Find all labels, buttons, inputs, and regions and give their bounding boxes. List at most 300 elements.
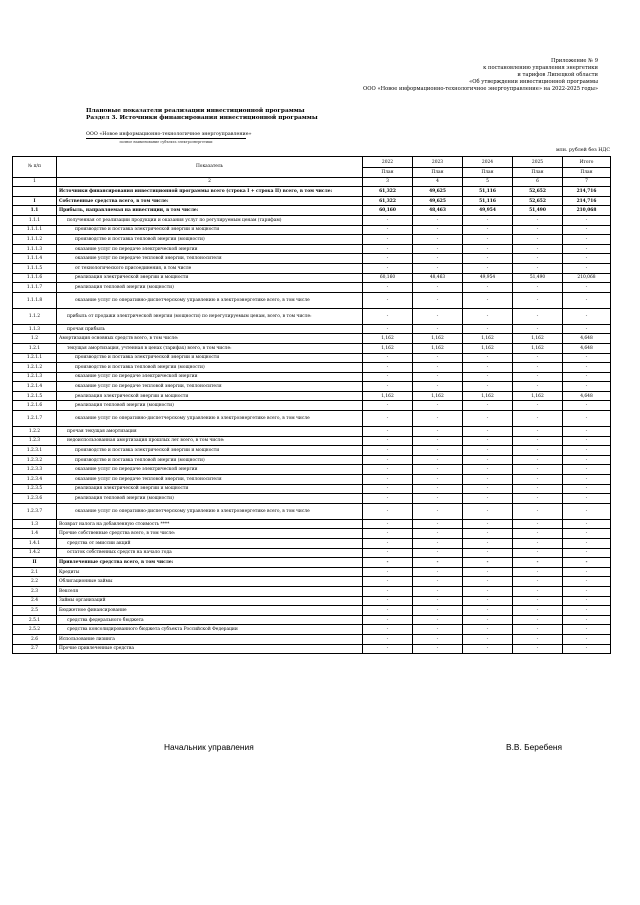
row-code: 1.1.1.1 bbox=[13, 225, 57, 235]
row-year-value: - bbox=[513, 324, 563, 334]
row-year-value: - bbox=[363, 615, 413, 625]
row-code: 1.4.1 bbox=[13, 539, 57, 549]
row-year-value: - bbox=[463, 427, 513, 437]
row-year-value: 49,954 bbox=[463, 273, 513, 283]
row-year-value: - bbox=[363, 382, 413, 392]
row-year-value: 1,162 bbox=[513, 343, 563, 353]
row-year-value: - bbox=[413, 567, 463, 577]
table-row bbox=[13, 391, 611, 401]
row-total-value: - bbox=[563, 324, 611, 334]
row-year-value: 1,162 bbox=[513, 391, 563, 401]
row-year-value: - bbox=[513, 494, 563, 504]
row-year-value: - bbox=[513, 353, 563, 363]
row-year-value: - bbox=[363, 401, 413, 411]
table-row bbox=[13, 644, 611, 654]
table-row bbox=[13, 363, 611, 373]
row-year-value: - bbox=[363, 363, 413, 373]
row-year-value: - bbox=[463, 401, 513, 411]
row-total-value: - bbox=[563, 455, 611, 465]
table-row bbox=[13, 548, 611, 558]
table-row bbox=[13, 577, 611, 587]
row-year-value: - bbox=[463, 363, 513, 373]
row-label: полученная от реализации продукции и оказания услуг по регулируемым ценам (тарифам) bbox=[57, 215, 363, 225]
row-year-value: - bbox=[513, 372, 563, 382]
row-year-value: - bbox=[463, 558, 513, 568]
row-year-value: - bbox=[463, 596, 513, 606]
row-label: Привлеченные средства всего, в том числе: bbox=[57, 558, 363, 568]
header-cell-indicator: Показатель bbox=[57, 157, 363, 178]
row-year-value: - bbox=[513, 558, 563, 568]
row-label: Возврат налога на добавленную стоимость **** bbox=[57, 519, 363, 529]
row-year-value: - bbox=[463, 283, 513, 293]
row-code: II bbox=[13, 558, 57, 568]
row-year-value: - bbox=[463, 567, 513, 577]
row-year-value: - bbox=[413, 401, 463, 411]
row-total-value: 214,716 bbox=[563, 187, 611, 197]
table-row bbox=[13, 254, 611, 264]
table-row bbox=[13, 475, 611, 485]
row-year-value: - bbox=[413, 363, 463, 373]
table-row bbox=[13, 596, 611, 606]
header-cell-year: 2024 bbox=[463, 157, 513, 168]
row-label: Бюджетное финансирование bbox=[57, 606, 363, 616]
table-row bbox=[13, 567, 611, 577]
row-total-value: - bbox=[563, 411, 611, 427]
row-code: 1.1.2 bbox=[13, 308, 57, 324]
row-code: 2.5 bbox=[13, 606, 57, 616]
column-number: 1 bbox=[13, 177, 57, 187]
row-code: 1.1 bbox=[13, 206, 57, 216]
row-total-value: - bbox=[563, 215, 611, 225]
row-year-value: - bbox=[413, 519, 463, 529]
row-label: средства консолидированного бюджета субъекта Российской Федерации bbox=[57, 625, 363, 635]
row-code: 1.2.3.5 bbox=[13, 484, 57, 494]
row-year-value: 51,116 bbox=[463, 196, 513, 206]
row-year-value: - bbox=[413, 529, 463, 539]
row-total-value: - bbox=[563, 558, 611, 568]
row-total-value: - bbox=[563, 503, 611, 519]
row-year-value: - bbox=[363, 283, 413, 293]
table-row bbox=[13, 343, 611, 353]
row-year-value: - bbox=[513, 436, 563, 446]
row-year-value: - bbox=[363, 353, 413, 363]
table-row bbox=[13, 529, 611, 539]
row-label: реализация электрической энергии и мощности bbox=[57, 391, 363, 401]
appendix-line: к постановлению управления энергетики bbox=[483, 65, 598, 71]
row-total-value: - bbox=[563, 363, 611, 373]
row-year-value: - bbox=[463, 436, 513, 446]
row-year-value: - bbox=[463, 484, 513, 494]
row-label: Собственные средства всего, в том числе: bbox=[57, 196, 363, 206]
row-year-value: 1,162 bbox=[363, 391, 413, 401]
row-year-value: - bbox=[363, 446, 413, 456]
row-code: 1.1.1.8 bbox=[13, 292, 57, 308]
table-row bbox=[13, 324, 611, 334]
row-year-value: - bbox=[413, 644, 463, 654]
row-label: оказание услуг по передаче электрической энергии bbox=[57, 244, 363, 254]
row-year-value: - bbox=[363, 254, 413, 264]
row-label: производство и поставка электрической энергии и мощности bbox=[57, 446, 363, 456]
row-year-value: - bbox=[463, 634, 513, 644]
row-year-value: - bbox=[363, 634, 413, 644]
row-label: средства от эмиссии акций bbox=[57, 539, 363, 549]
column-number: 2 bbox=[57, 177, 363, 187]
row-year-value: - bbox=[413, 254, 463, 264]
row-year-value: - bbox=[513, 644, 563, 654]
row-year-value: - bbox=[413, 372, 463, 382]
row-year-value: - bbox=[363, 503, 413, 519]
row-year-value: 48,463 bbox=[413, 273, 463, 283]
row-year-value: - bbox=[363, 484, 413, 494]
row-total-value: 210,068 bbox=[563, 206, 611, 216]
row-total-value: - bbox=[563, 606, 611, 616]
row-year-value: - bbox=[363, 644, 413, 654]
row-year-value: - bbox=[513, 455, 563, 465]
row-label: производство и поставка тепловой энергии (мощности) bbox=[57, 455, 363, 465]
row-year-value: - bbox=[513, 382, 563, 392]
row-total-value: - bbox=[563, 244, 611, 254]
row-year-value: - bbox=[413, 446, 463, 456]
row-year-value: - bbox=[513, 308, 563, 324]
row-year-value: - bbox=[363, 372, 413, 382]
column-number: 3 bbox=[363, 177, 413, 187]
row-label: оказание услуг по передаче тепловой энергии, теплоносителя bbox=[57, 254, 363, 264]
row-year-value: - bbox=[363, 465, 413, 475]
row-year-value: - bbox=[363, 494, 413, 504]
table-row bbox=[13, 455, 611, 465]
table-row bbox=[13, 494, 611, 504]
row-year-value: - bbox=[363, 324, 413, 334]
column-number: 4 bbox=[413, 177, 463, 187]
row-code: 1.2.3.3 bbox=[13, 465, 57, 475]
row-code: 2.6 bbox=[13, 634, 57, 644]
row-year-value: - bbox=[413, 494, 463, 504]
row-year-value: - bbox=[513, 606, 563, 616]
row-year-value: - bbox=[413, 324, 463, 334]
row-total-value: - bbox=[563, 625, 611, 635]
row-year-value: - bbox=[413, 596, 463, 606]
row-total-value: - bbox=[563, 225, 611, 235]
row-year-value: 1,162 bbox=[363, 343, 413, 353]
row-total-value: - bbox=[563, 644, 611, 654]
row-year-value: - bbox=[363, 567, 413, 577]
row-year-value: - bbox=[363, 235, 413, 245]
row-year-value: - bbox=[413, 558, 463, 568]
row-year-value: - bbox=[513, 484, 563, 494]
row-label: прочая текущая амортизация bbox=[57, 427, 363, 437]
company-block bbox=[86, 132, 252, 145]
row-year-value: 1,162 bbox=[463, 334, 513, 344]
row-year-value: - bbox=[413, 235, 463, 245]
row-label: оказание услуг по оперативно-диспетчерскому управлению в электроэнергетике всего, в том числе bbox=[57, 292, 363, 308]
row-year-value: - bbox=[413, 382, 463, 392]
row-year-value: - bbox=[413, 577, 463, 587]
row-total-value: - bbox=[563, 401, 611, 411]
row-label: Амортизация основных средств всего, в том числе: bbox=[57, 334, 363, 344]
row-year-value: - bbox=[463, 263, 513, 273]
row-year-value: - bbox=[413, 615, 463, 625]
row-year-value: - bbox=[363, 308, 413, 324]
row-label: реализация электрической энергии и мощности bbox=[57, 484, 363, 494]
row-label: оказание услуг по оперативно-диспетчерскому управлению в электроэнергетике всего, в том числе bbox=[57, 503, 363, 519]
row-code: 1.2.3.7 bbox=[13, 503, 57, 519]
row-year-value: - bbox=[463, 548, 513, 558]
row-label: прочая прибыль bbox=[57, 324, 363, 334]
row-year-value: - bbox=[463, 382, 513, 392]
row-year-value: - bbox=[413, 225, 463, 235]
row-year-value: - bbox=[513, 465, 563, 475]
row-total-value: - bbox=[563, 529, 611, 539]
row-total-value: - bbox=[563, 548, 611, 558]
row-year-value: - bbox=[513, 577, 563, 587]
financing-table bbox=[12, 156, 611, 654]
row-year-value: - bbox=[363, 244, 413, 254]
row-label: оказание услуг по передаче тепловой энергии, теплоносителя bbox=[57, 475, 363, 485]
row-year-value: - bbox=[513, 427, 563, 437]
row-total-value: 210,068 bbox=[563, 273, 611, 283]
row-label: производство и поставка электрической энергии и мощности bbox=[57, 353, 363, 363]
row-label: Источники финансирования инвестиционной программы всего (строка I + строка II) всего, в том числе: bbox=[57, 187, 363, 197]
table-row bbox=[13, 446, 611, 456]
row-total-value: - bbox=[563, 292, 611, 308]
row-year-value: 61,322 bbox=[363, 196, 413, 206]
row-year-value: - bbox=[513, 529, 563, 539]
table-row bbox=[13, 283, 611, 293]
row-total-value: 214,716 bbox=[563, 196, 611, 206]
row-total-value: - bbox=[563, 596, 611, 606]
row-year-value: - bbox=[363, 586, 413, 596]
row-label: оказание услуг по передаче электрической энергии bbox=[57, 372, 363, 382]
row-code: 1.1.1 bbox=[13, 215, 57, 225]
table-row bbox=[13, 235, 611, 245]
row-year-value: 49,954 bbox=[463, 206, 513, 216]
row-year-value: - bbox=[513, 363, 563, 373]
row-code: 1.1.1.7 bbox=[13, 283, 57, 293]
row-label: Облигационные займы bbox=[57, 577, 363, 587]
row-total-value: - bbox=[563, 254, 611, 264]
row-code: 1.3 bbox=[13, 519, 57, 529]
row-label: от технологического присоединения, в том числе bbox=[57, 263, 363, 273]
row-year-value: - bbox=[513, 225, 563, 235]
table-row bbox=[13, 503, 611, 519]
row-year-value: - bbox=[363, 427, 413, 437]
row-year-value: - bbox=[413, 475, 463, 485]
row-code bbox=[13, 187, 57, 197]
row-code: 1.2.1.2 bbox=[13, 363, 57, 373]
appendix-line: и тарифов Липецкой области bbox=[517, 72, 598, 78]
row-year-value: - bbox=[513, 634, 563, 644]
table-row bbox=[13, 606, 611, 616]
row-year-value: - bbox=[513, 446, 563, 456]
row-code: 1.2.3.1 bbox=[13, 446, 57, 456]
row-code: 2.3 bbox=[13, 586, 57, 596]
row-label: Прочие собственные средства всего, в том числе: bbox=[57, 529, 363, 539]
table-row bbox=[13, 625, 611, 635]
row-year-value: 52,652 bbox=[513, 187, 563, 197]
table-row bbox=[13, 427, 611, 437]
row-year-value: - bbox=[463, 519, 513, 529]
row-year-value: - bbox=[463, 586, 513, 596]
row-total-value: - bbox=[563, 634, 611, 644]
row-label: Прибыль, направляемая на инвестиции, в том числе: bbox=[57, 206, 363, 216]
row-year-value: - bbox=[463, 475, 513, 485]
row-total-value: - bbox=[563, 446, 611, 456]
row-year-value: - bbox=[413, 455, 463, 465]
row-year-value: - bbox=[463, 324, 513, 334]
header-cell-plan: План bbox=[463, 168, 513, 178]
row-code: 1.2.1.4 bbox=[13, 382, 57, 392]
row-year-value: - bbox=[363, 475, 413, 485]
row-year-value: - bbox=[413, 586, 463, 596]
row-code: 1.2.1.6 bbox=[13, 401, 57, 411]
row-year-value: - bbox=[513, 215, 563, 225]
row-total-value: - bbox=[563, 475, 611, 485]
row-total-value: 4,648 bbox=[563, 391, 611, 401]
table-row bbox=[13, 539, 611, 549]
row-year-value: - bbox=[463, 494, 513, 504]
table-row bbox=[13, 436, 611, 446]
row-year-value: - bbox=[463, 615, 513, 625]
header-cell-year: 2022 bbox=[363, 157, 413, 168]
row-label: Прочие привлеченные средства bbox=[57, 644, 363, 654]
row-year-value: - bbox=[363, 596, 413, 606]
row-label: недоиспользованная амортизация прошлых лет всего, в том числе: bbox=[57, 436, 363, 446]
row-total-value: - bbox=[563, 283, 611, 293]
row-year-value: - bbox=[513, 292, 563, 308]
row-year-value: - bbox=[463, 353, 513, 363]
row-year-value: - bbox=[513, 254, 563, 264]
header-cell-year: 2025 bbox=[513, 157, 563, 168]
row-label: оказание услуг по передаче тепловой энергии, теплоносителя bbox=[57, 382, 363, 392]
column-number: 6 bbox=[513, 177, 563, 187]
row-year-value: - bbox=[413, 308, 463, 324]
section-title: Раздел 3. Источники финансирования инвестиционной программы bbox=[86, 115, 318, 121]
row-total-value: - bbox=[563, 436, 611, 446]
row-total-value: - bbox=[563, 308, 611, 324]
row-year-value: - bbox=[463, 529, 513, 539]
row-label: оказание услуг по передаче электрической энергии bbox=[57, 465, 363, 475]
row-label: производство и поставка тепловой энергии (мощности) bbox=[57, 235, 363, 245]
table-header-row bbox=[13, 157, 611, 168]
row-year-value: - bbox=[463, 644, 513, 654]
row-year-value: - bbox=[363, 292, 413, 308]
row-year-value: - bbox=[463, 254, 513, 264]
row-year-value: - bbox=[363, 225, 413, 235]
row-total-value: - bbox=[563, 494, 611, 504]
row-year-value: - bbox=[413, 484, 463, 494]
row-code: 1.2.3.6 bbox=[13, 494, 57, 504]
row-year-value: - bbox=[513, 503, 563, 519]
appendix-note bbox=[268, 58, 598, 93]
row-year-value: - bbox=[463, 625, 513, 635]
row-total-value: - bbox=[563, 427, 611, 437]
row-total-value: - bbox=[563, 484, 611, 494]
table-row bbox=[13, 558, 611, 568]
row-year-value: - bbox=[413, 436, 463, 446]
row-year-value: - bbox=[363, 411, 413, 427]
row-year-value: 48,463 bbox=[413, 206, 463, 216]
row-code: 1.2.1.1 bbox=[13, 353, 57, 363]
row-year-value: - bbox=[513, 586, 563, 596]
row-year-value: - bbox=[513, 263, 563, 273]
row-year-value: - bbox=[413, 215, 463, 225]
table-row bbox=[13, 372, 611, 382]
row-total-value: - bbox=[563, 539, 611, 549]
table-row bbox=[13, 273, 611, 283]
row-year-value: - bbox=[513, 615, 563, 625]
row-year-value: - bbox=[513, 401, 563, 411]
row-year-value: - bbox=[413, 548, 463, 558]
row-year-value: - bbox=[513, 235, 563, 245]
row-label: реализация тепловой энергии (мощности) bbox=[57, 494, 363, 504]
row-year-value: - bbox=[463, 465, 513, 475]
row-year-value: - bbox=[413, 244, 463, 254]
table-row bbox=[13, 225, 611, 235]
row-code: 1.1.1.6 bbox=[13, 273, 57, 283]
row-year-value: - bbox=[513, 283, 563, 293]
row-year-value: - bbox=[463, 292, 513, 308]
table-row bbox=[13, 263, 611, 273]
row-label: производство и поставка тепловой энергии (мощности) bbox=[57, 363, 363, 373]
row-label: Векселя bbox=[57, 586, 363, 596]
row-code: 1.2.1.3 bbox=[13, 372, 57, 382]
row-year-value: - bbox=[413, 606, 463, 616]
row-code: 1.1.1.3 bbox=[13, 244, 57, 254]
row-year-value: 60,160 bbox=[363, 273, 413, 283]
row-code: 1.1.1.5 bbox=[13, 263, 57, 273]
row-code: 2.1 bbox=[13, 567, 57, 577]
row-code: 1.4 bbox=[13, 529, 57, 539]
row-year-value: - bbox=[413, 634, 463, 644]
row-year-value: - bbox=[413, 411, 463, 427]
row-total-value: - bbox=[563, 465, 611, 475]
row-code: 1.4.2 bbox=[13, 548, 57, 558]
table-row bbox=[13, 244, 611, 254]
row-year-value: - bbox=[363, 625, 413, 635]
row-label: Использование лизинга bbox=[57, 634, 363, 644]
row-year-value: - bbox=[463, 503, 513, 519]
row-year-value: - bbox=[463, 215, 513, 225]
row-year-value: - bbox=[463, 606, 513, 616]
row-total-value: - bbox=[563, 586, 611, 596]
row-code: 2.2 bbox=[13, 577, 57, 587]
row-year-value: - bbox=[363, 548, 413, 558]
row-year-value: - bbox=[463, 411, 513, 427]
document-title: Плановые показатели реализации инвестиционной программы bbox=[86, 108, 305, 114]
row-year-value: - bbox=[413, 263, 463, 273]
row-year-value: - bbox=[513, 567, 563, 577]
row-year-value: 60,160 bbox=[363, 206, 413, 216]
row-label: производство и поставка электрической энергии и мощности bbox=[57, 225, 363, 235]
row-total-value: - bbox=[563, 235, 611, 245]
row-year-value: - bbox=[513, 548, 563, 558]
table-row bbox=[13, 206, 611, 216]
row-code: 1.1.1.2 bbox=[13, 235, 57, 245]
row-year-value: - bbox=[363, 436, 413, 446]
row-year-value: - bbox=[413, 625, 463, 635]
row-year-value: - bbox=[413, 283, 463, 293]
table-row bbox=[13, 196, 611, 206]
row-year-value: 51,490 bbox=[513, 206, 563, 216]
row-year-value: - bbox=[363, 215, 413, 225]
company-name: ООО «Новое информационно-технологичное энергоуправление» bbox=[86, 132, 252, 137]
row-year-value: - bbox=[413, 353, 463, 363]
row-year-value: - bbox=[363, 519, 413, 529]
table-row bbox=[13, 215, 611, 225]
row-code: 1.2.3 bbox=[13, 436, 57, 446]
table-row bbox=[13, 634, 611, 644]
header-cell-total: Итого bbox=[563, 157, 611, 168]
